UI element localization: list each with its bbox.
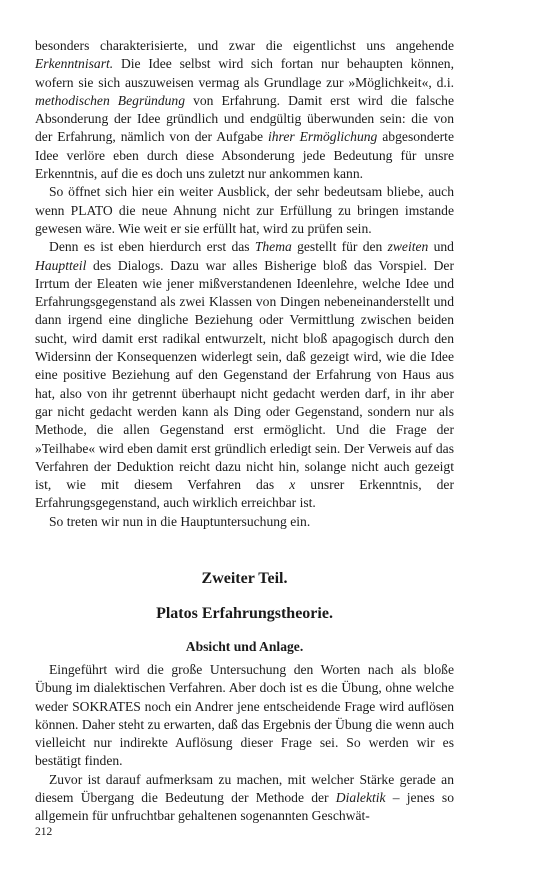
- paragraph: [35, 661, 454, 771]
- paragraph: [35, 37, 454, 183]
- section-subtitle: Absicht und Anlage.: [185, 639, 304, 654]
- body-text-bottom: [35, 661, 454, 826]
- paragraph: [35, 238, 454, 512]
- paragraph: [35, 183, 454, 238]
- text-run: abgesonderte Idee verlöre eben durch diese Absonderung jede Bedeutung für unsre Erkenntnis, auf die es doch uns zuletzt nur ankommen kann.: [35, 129, 454, 182]
- text-run: Zuvor ist darauf aufmerksam zu machen, mit welcher Stärke gerade an diesem Übergang die Bedeutung der Methode der: [35, 771, 454, 806]
- text-run: Eingeführt wird die große Untersuchung den Worten nach als bloße Übung im dialektischen Verfahren. Aber doch ist es die Übung, ohne welche weder SOKRATES noch ein Andrer jene entscheidende Frage wird auflösen können. Daher steht zu erwarten, daß das Ergebnis der Übung die wenn auch vielleicht nur indirekte Auflösung dieser Frage sei. So werden wir es bestätigt finden.: [35, 662, 454, 769]
- text-run: gestellt für den: [291, 239, 388, 255]
- italic-text: Erkenntnisart.: [35, 56, 114, 72]
- text-run: Denn es ist eben hierdurch erst das: [49, 239, 255, 255]
- part-heading: Zweiter Teil.: [201, 570, 288, 587]
- page-number: 212: [35, 826, 53, 838]
- text-run: Die Idee selbst wird sich fortan nur behaupten können, wofern sie sich auszuweisen vermag als Grundlage zur »Möglichkeit«, d.i.: [35, 56, 454, 90]
- text-run: unsrer Erkenntnis, der Erfahrungsgegenstand, auch wirklich erreichbar ist.: [35, 477, 454, 511]
- italic-text: Hauptteil: [35, 257, 87, 273]
- italic-text: zweiten: [387, 239, 429, 255]
- text-run: So treten wir nun in die Hauptuntersuchung ein.: [49, 513, 311, 529]
- text-run: – jenes so allgemein für unfruchtbar gehaltenen sogenannten Geschwät-: [35, 790, 454, 824]
- italic-text: methodischen Begründung: [35, 92, 186, 108]
- chapter-title: Platos Erfahrungstheorie.: [156, 605, 333, 622]
- text-run: So öffnet sich hier ein weiter Ausblick, der sehr bedeutsam bliebe, auch wenn PLATO die neue Ahnung nicht zur Erfüllung zu bringen imstande gewesen wäre. Wie weit er sie erfüllt hat, wird zu prüfen sein.: [35, 184, 454, 236]
- text-run: des Dialogs. Dazu war alles Bisherige bloß das Vorspiel. Der Irrtum der Eleaten wie jener mißverstandenen Ideenlehre, welche Idee und Erfahrungsgegenstand als zwei Klassen von Dingen nebeneinanderstellt und dann irgend eine dingliche Beziehung oder Vermittlung zwischen beiden sucht, wird damit erst radikal entwurzelt, nicht bloß apagogisch durch den Widersinn der Konsequenzen widerlegt sein, daß gezeigt wird, wie die Idee eine positive Beziehung auf den Gegenstand der Erfahrung von Haus aus hat, also von ihr getrennt überhaupt nicht gedacht werden darf, in ihr aber gar nicht gedacht werden kann als Ding oder Gegenstand, sondern nur als Methode, die allen Gegenstand erst ermöglicht. Und die Frage der »Teilhabe« wird eben damit erst gründlich erledigt sein. Der Verweis auf das Verfahren der Deduktion reicht dazu nicht hin, solange nicht auch gezeigt ist, wie mit diesem Verfahren das: [35, 257, 454, 493]
- italic-text: ihrer Ermöglichung: [267, 129, 378, 145]
- text-run: und: [428, 239, 454, 255]
- text-run: besonders charakterisierte, und zwar die eigentlichst uns angehende: [35, 38, 454, 53]
- paragraph: [35, 513, 454, 531]
- italic-text: x: [289, 477, 296, 493]
- paragraph: [35, 771, 454, 826]
- italic-text: Dialektik: [335, 790, 386, 806]
- body-text-top: [35, 37, 454, 531]
- text-run: von Erfahrung. Damit erst wird die falsche Absonderung der Idee gründlich und endgültig überwunden sein: die von der Erfahrung, nämlich von der Aufgabe: [35, 92, 454, 145]
- italic-text: Thema: [254, 239, 292, 255]
